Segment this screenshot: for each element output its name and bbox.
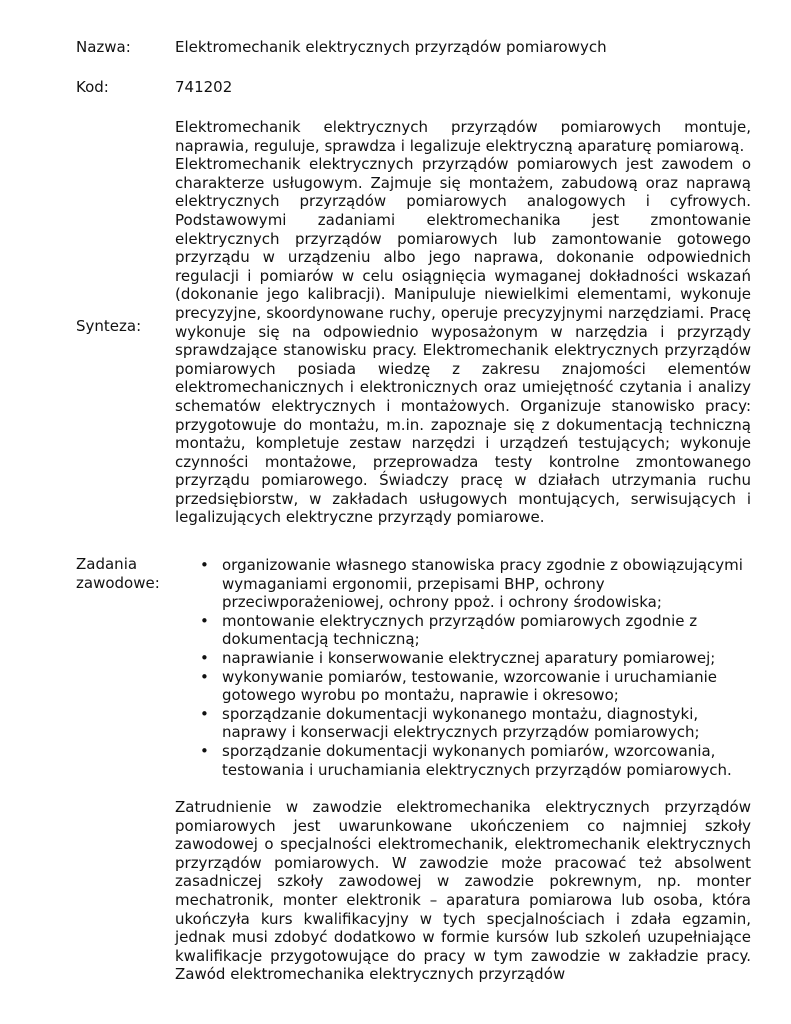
synthesis-paragraph: Elektromechanik elektrycznych przyrządów pomiarowych jest zawodem o charakterze usługowym. Zajmuje się montażem, zabudową oraz naprawą elektrycznych przyrządów pomiarowych analogowych i cyfrowych. Podstawowymi zadaniami elektromechanika jest zmontowanie elektrycznych przyrządów pomiarowych lub zamontowanie gotowego przyrządu w urządzeniu albo jego naprawa, dokonanie odpowiednich regulacji i pomiarów w celu osiągnięcia wymaganej dokładności wskazań (dokonanie jego kalibracji). Manipuluje niewielkimi elementami, wykonuje precyzyjne, skoordynowane ruchy, operuje precyzyjnymi narzędziami. Pracę wykonuje się na odpowiednio wyposażonym w narzędzia i przyrządy sprawdzające stanowisku pracy. Elektromechanik elektrycznych przyrządów pomiarowych posiada wiedzę z zakresu znajomości elementów elektromechanicznych i elektronicznych oraz umiejętność czytania i analizy schematów elektrycznych i montażowych. Organizuje stanowisko pracy: przygotowuje do montażu, m.in. zapoznaje się z dokumentacją techniczną montażu, kompletuje zestaw narzędzi i urządzeń testujących; wykonuje czynności montażowe, przeprowadza testy kontrolne zmontowanego przyrządu pomiarowego. Świadczy pracę w działach utrzymania ruchu przedsiębiorstw, w zakładach usługowych montujących, serwisujących i legalizujących elektryczne przyrządy pomiarowe.	[175, 155, 751, 527]
tasks-list	[175, 556, 755, 779]
list-item: • organizowanie własnego stanowiska pracy zgodnie z obowiązującymi wymaganiami ergonomii, przepisami BHP, ochrony przeciwporażeniowej, ochrony ppoż. i ochrony środowiska;	[175, 556, 755, 612]
list-item: • montowanie elektrycznych przyrządów pomiarowych zgodnie z dokumentacją techniczną;	[175, 612, 755, 649]
synthesis-text	[175, 118, 751, 527]
employment-text: Zatrudnienie w zawodzie elektromechanika elektrycznych przyrządów pomiarowych jest uwarunkowane ukończeniem co najmniej szkoły zawodowej o specjalności elektromechanik, elektromechanik elektrycznych przyrządów pomiarowych. W zawodzie może pracować też absolwent zasadniczej szkoły zawodowej w zawodzie pokrewnym, np. monter mechatronik, monter elektronik – aparatura pomiarowa lub osoba, która ukończyła kurs kwalifikacyjny w tych specjalnościach i zdała egzamin, jednak musi zdobyć dodatkowo w formie kursów lub szkoleń uzupełniające kwalifikacje przygotowujące do pracy w tym zawodzie w zakładzie pracy. Zawód elektromechanika elektrycznych przyrządów	[175, 798, 751, 984]
list-item: • sporządzanie dokumentacji wykonanego montażu, diagnostyki, naprawy i konserwacji elektrycznych przyrządów pomiarowych;	[175, 705, 755, 742]
synthesis-label: Synteza:	[76, 317, 142, 335]
occupation-name: Elektromechanik elektrycznych przyrządów pomiarowych	[175, 38, 607, 56]
synthesis-paragraph: Elektromechanik elektrycznych przyrządów pomiarowych montuje, naprawia, reguluje, sprawdza i legalizuje elektryczną aparaturę pomiarową.	[175, 118, 751, 155]
occupation-code: 741202	[175, 78, 233, 96]
name-label: Nazwa:	[76, 38, 131, 56]
tasks-label: Zadania zawodowe:	[76, 555, 160, 592]
list-item: • naprawianie i konserwowanie elektrycznej aparatury pomiarowej;	[175, 649, 755, 668]
list-item: • sporządzanie dokumentacji wykonanych pomiarów, wzorcowania, testowania i uruchamiania elektrycznych przyrządów pomiarowych.	[175, 742, 755, 779]
list-item: • wykonywanie pomiarów, testowanie, wzorcowanie i uruchamianie gotowego wyrobu po montażu, naprawie i okresowo;	[175, 668, 755, 705]
code-label: Kod:	[76, 78, 109, 96]
